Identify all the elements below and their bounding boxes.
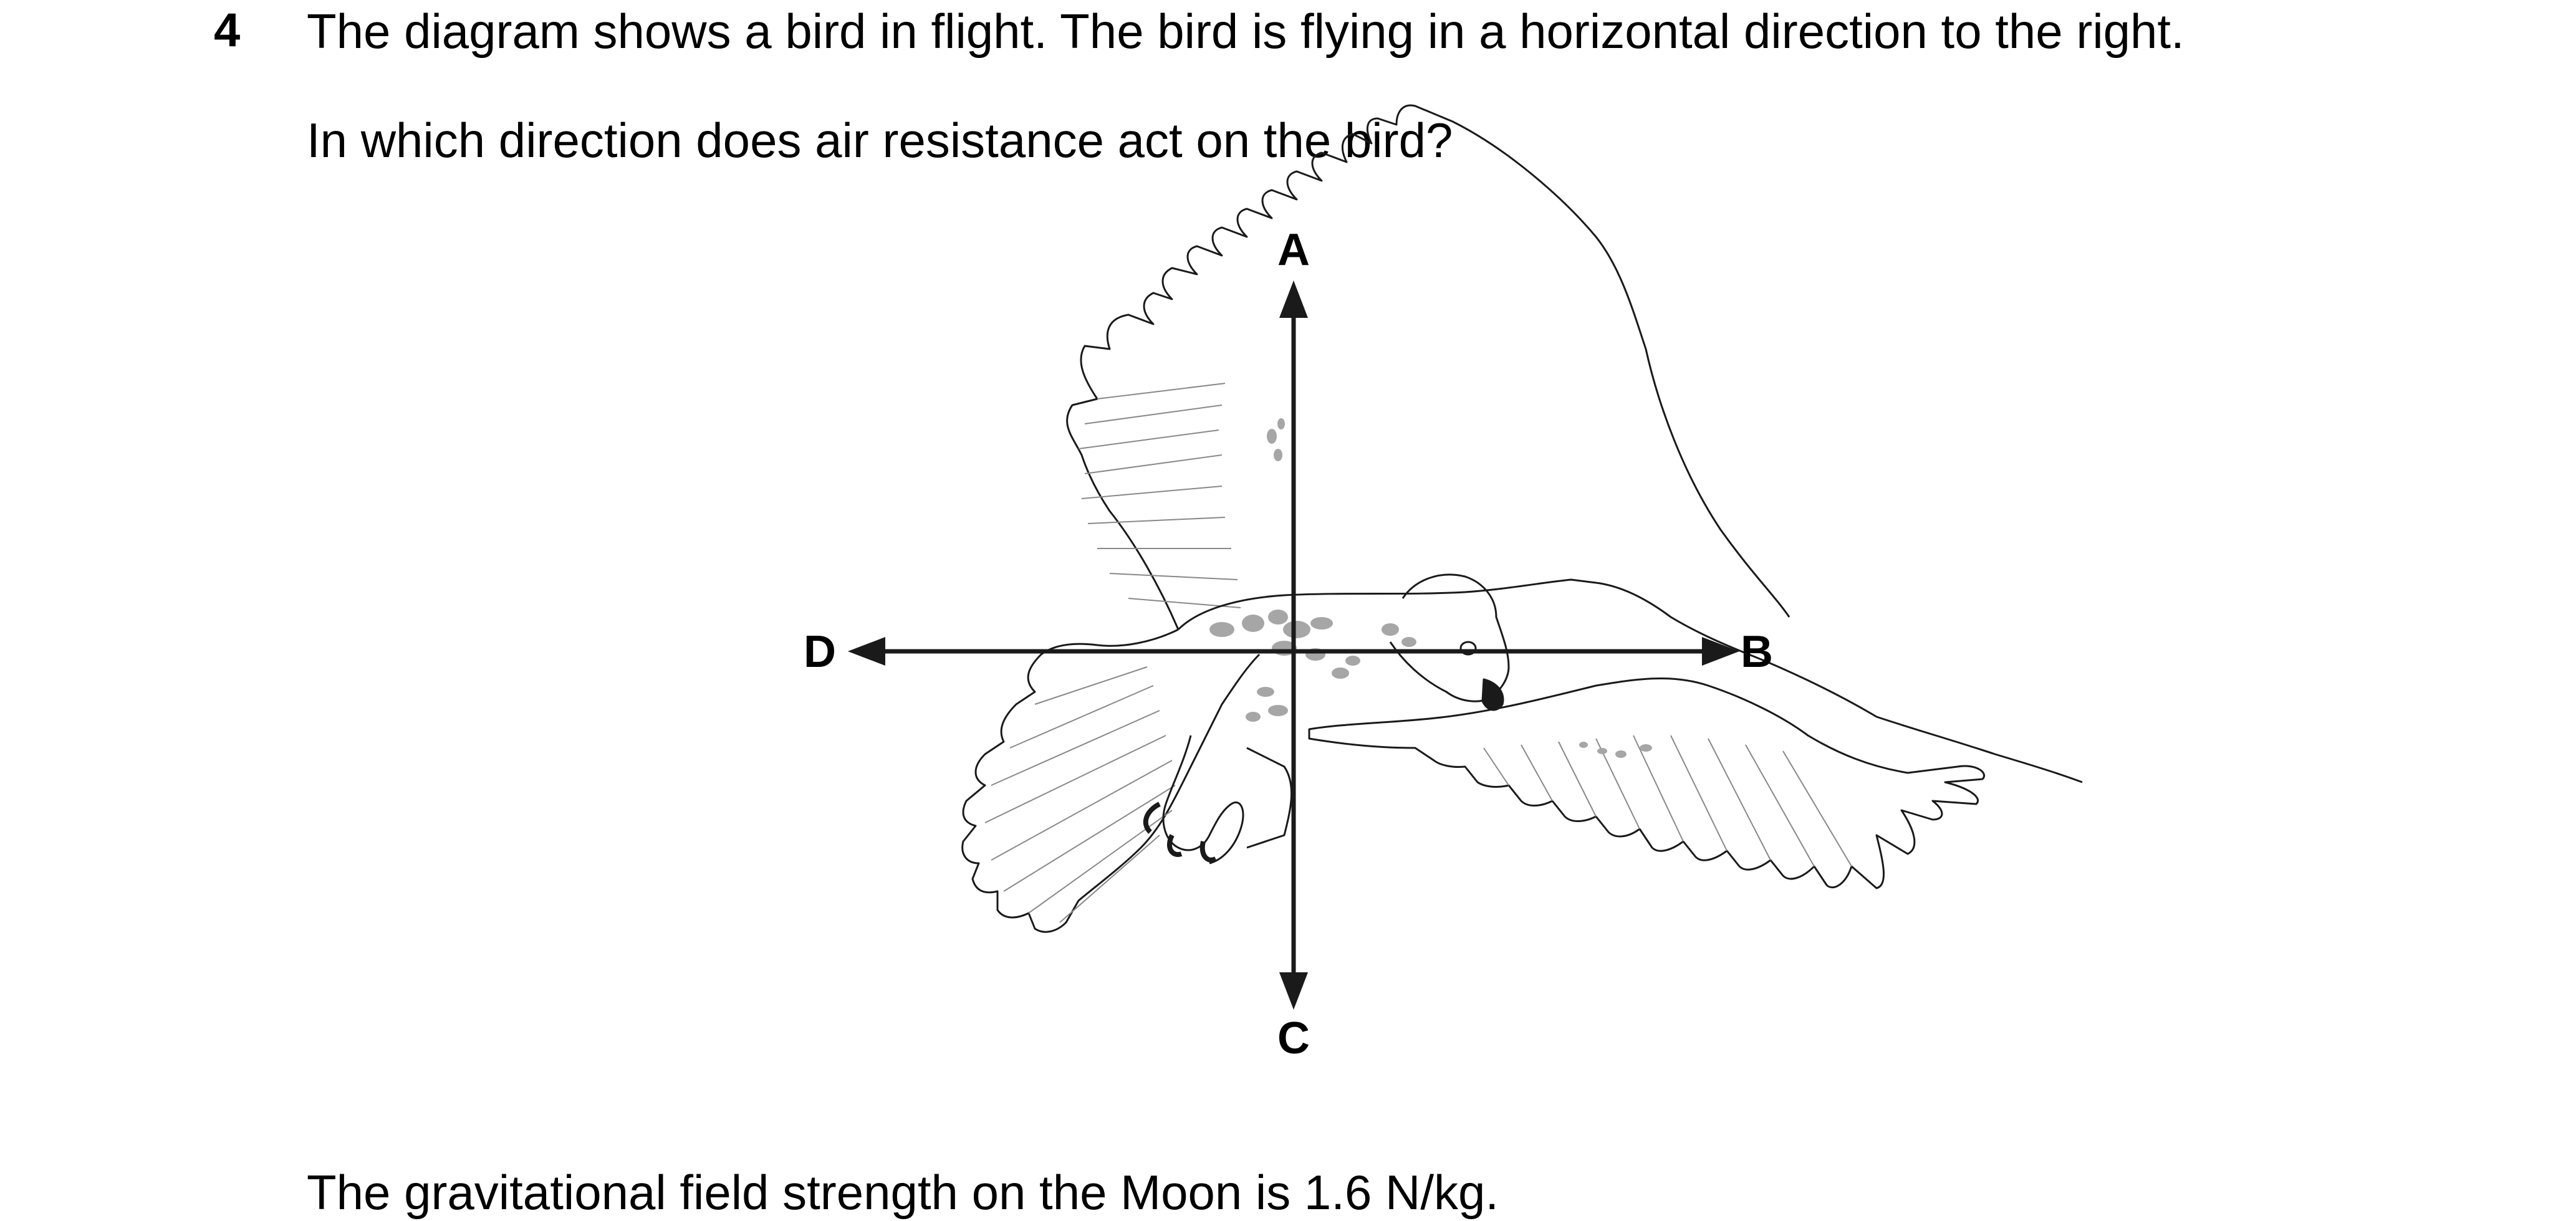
arrow-left xyxy=(848,637,885,666)
next-question-partial: The gravitational field strength on the Moon is 1.6 N/kg. xyxy=(307,1165,1499,1220)
question-prompt: In which direction does air resistance act on the bird? xyxy=(307,113,1453,168)
label-d: D xyxy=(804,627,836,677)
bird-upper-wing xyxy=(1067,105,1789,630)
bird-tail-feathers xyxy=(985,667,1175,922)
bird-upper-wing-feathers xyxy=(1079,383,1241,608)
bird-beak xyxy=(1483,679,1503,710)
bird-lower-wing-feathers xyxy=(1484,735,1852,866)
label-c: C xyxy=(1277,1013,1310,1063)
label-a: A xyxy=(1277,225,1310,275)
direction-arrows xyxy=(848,280,1739,1010)
arrow-right xyxy=(1702,637,1739,666)
arrow-up xyxy=(1279,280,1308,318)
label-b: B xyxy=(1741,627,1773,677)
arrow-down xyxy=(1279,972,1308,1010)
question-stem: The diagram shows a bird in flight. The bird is flying in a horizontal direction to the right. xyxy=(307,4,2184,59)
bird-lower-wing xyxy=(1309,678,1984,888)
question-number: 4 xyxy=(214,4,241,57)
bird-plumage-spots xyxy=(1209,418,1652,758)
bird-tail xyxy=(963,630,1259,932)
bird-talons xyxy=(1146,804,1216,860)
bird-illustration xyxy=(963,105,2082,932)
